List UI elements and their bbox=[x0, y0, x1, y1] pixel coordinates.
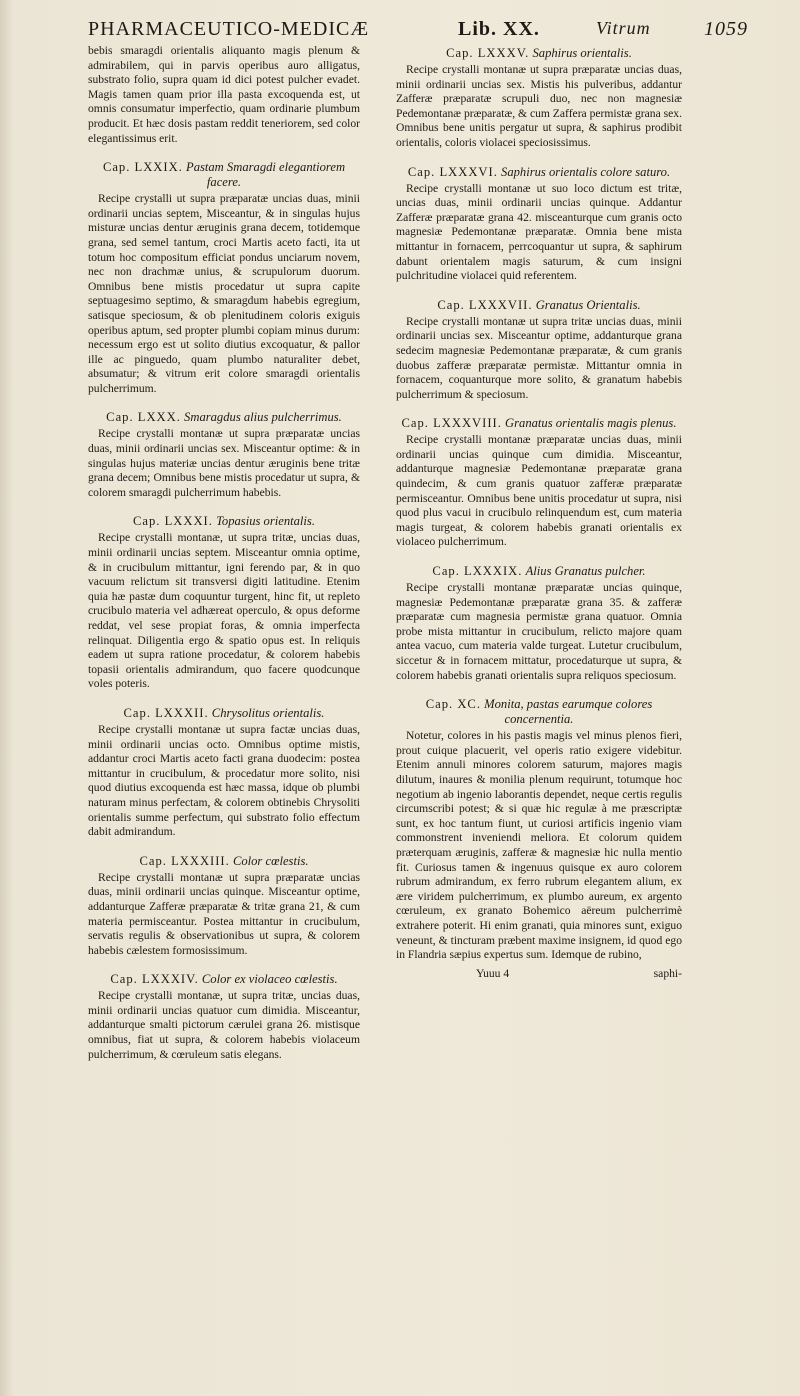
chapter-text: Recipe crystalli montanæ ut supra præparatæ uncias duas, minii ordinarii uncias quinque. Misceantur optime, addanturque Zafferæ præparatæ & tritæ grana 21, & cum materia permisceantur. Postea mittantur in crucibulum, servatis regulis & observationibus ut supra, & colorem habebis cælestem formosissimum. bbox=[88, 870, 360, 957]
chapter-number: Cap. LXXXVII. bbox=[437, 297, 533, 312]
chapter-heading bbox=[88, 854, 360, 869]
chapter-title: Granatus orientalis magis plenus. bbox=[505, 416, 677, 431]
chapter-heading bbox=[396, 298, 682, 313]
chapter-number: Cap. LXXXIII. bbox=[139, 853, 230, 868]
chapter-title: Topasius orientalis. bbox=[216, 514, 315, 529]
chapter-number: Cap. LXXIX. bbox=[102, 160, 183, 175]
chapter-heading bbox=[396, 46, 682, 61]
chapter-number: Cap. LXXXVI. bbox=[407, 164, 498, 179]
running-title: PHARMACEUTICO-MEDICÆ bbox=[88, 18, 370, 40]
chapter-heading bbox=[88, 706, 360, 721]
right-column bbox=[396, 44, 682, 981]
chapter-title: Monita, pastas earumque colores concernentia. bbox=[484, 697, 653, 727]
chapter-title: Color ex violaceo cœlestis. bbox=[201, 972, 338, 987]
page-number: 1059 bbox=[704, 18, 748, 40]
chapter-text: Recipe crystalli montanæ ut supra factæ uncias duas, minii ordinarii uncias octo. Omnibus optime mistis, addantur croci Martis aceto facti grana duodecim: postea mittantur in crucibulum, & procedatur more solito, nisi quod diutius excoquenda est hæc massa, idque ob plumbi naturam minus perfectam, & colorem obtinebis Chrysoliti orientalis summe perfectum, qui substrato folio effectum dabit admirandum. bbox=[88, 722, 360, 839]
chapter-text: Recipe crystalli montanæ, ut supra tritæ, uncias duas, minii ordinarii uncias quatuor cum dimidia. Misceantur, addanturque smalti pictorum cærulei grana 26. mistisque omnibus, fiat ut supra, & colorem habebis violaceum pulcherrimum, & cœruleum satis elegans. bbox=[88, 989, 360, 1061]
signature-mark: Yuuu 4 bbox=[476, 966, 510, 980]
chapter-title: Smaragdus alius pulcherrimus. bbox=[184, 410, 342, 425]
chapter-text: Recipe crystalli montanæ, ut supra tritæ, uncias duas, minii ordinarii uncias septem. Misceantur omnia optime, & in crucibulum mittantur, igni ferendo par, & in quo vacuum relictum sit transversi digiti latitudine. Etenim quia hæ pastæ dum coquuntur turgent, hinc fit, ut repleto crucibulo materia vel adhæreat operculo, & opus deforme reddat, vel sese propiat foras, & omnia imperfecta relinquat. Diligentia ergo & spatio opus est. In reliquis eadem ut supra ratione procedatur, & colorem habebis topasii orientalis admirandum, quo facere quodcunque voles poteris. bbox=[88, 531, 360, 691]
chapter-title: Chrysolitus orientalis. bbox=[211, 705, 325, 720]
chapter-number: Cap. LXXXII. bbox=[123, 705, 209, 720]
chapter-title: Color cœlestis. bbox=[232, 853, 309, 868]
chapter-text: Recipe crystalli montanæ ut supra tritæ uncias duas, minii ordinarii uncias sex. Misceantur optime, addanturque grana sedecim magnesiæ Pedemontanæ præparatæ, & cum granis duobus zafferæ præparatæ permistæ. Mittantur omnia in fornacem, coquanturque more solito, & granatum habebis pulcherrimum & speciosum. bbox=[396, 314, 682, 401]
chapter-number: Cap. LXXXIV. bbox=[110, 972, 199, 987]
chapter-title: Saphirus orientalis. bbox=[532, 46, 632, 60]
running-header bbox=[88, 14, 768, 44]
chapter-text: Notetur, colores in his pastis magis vel minus plenos fieri, prout cuique placuerit, vel operis ratio exigere videbitur. Etenim annuli minores colorem saturum, majores magis dilutum, inaures & monilia plenum requirunt, totumque hoc negotium ab ingenio laborantis dependet, neque certis regulis circumscribi potest; & si quæ hic regulæ à me præscriptæ sunt, ex hoc tantum fiunt, ut curiosi artificis ingenio viam commonstrent inveniendi meliora. Et colorum quidem præterquam æruginis, zafferæ & magnesiæ hic nulla mentio fit. Curiosus tamen & ingenuus quisque ex auro colorem rubrum admirandum, ex ferro rubrum elegantem alium, ex ære viridem pulcherrimum, ex plumbo aureum, ex argento cœruleum, ex granato Bohemico aëreum pulcherrimè extrahere poterit. Hi enim granati, quia minores sunt, exiguo veneunt, & tincturam præbent maxime insignem, id quod ego in Flandria sæpius expertus sum. Idemque de rubino, bbox=[396, 729, 682, 962]
chapter-text: Recipe crystalli montanæ ut supra præparatæ uncias duas, minii ordinarii uncias sex. Misceantur optime: & in singulas hujus materiæ uncias dentur æruginis bene tritæ grana decem; Omnibus bene mistis procedatur ut supra, & colorem smaragdi pulcherrimum habebis. bbox=[88, 427, 360, 499]
chapter-heading bbox=[88, 972, 360, 987]
chapter-text: Recipe crystalli montanæ ut supra præparatæ uncias duas, minii ordinarii uncias sex. Mistis his pulveribus, addantur Zafferæ præparatæ scrupuli duo, nec non magnesiæ Pedemontanæ præparatæ, & cum Zaffera permistæ grana sex. Omnibus bene unitis pergatur ut supra, & saphirus prodibit orientalis, coloris violacei speciosissimus. bbox=[396, 63, 683, 149]
chapter-number: Cap. LXXXIX. bbox=[432, 564, 523, 579]
intro-paragraph: bebis smaragdi orientalis aliquanto magis plenum & admirabilem, qui in parvis operibus auro alligatus, substrato folio, supra quam id dici potest pulcher evadet. Magis tamen quam prior illa pasta excoquenda est, ut omnis consumatur imperfectio, quam ordinarie plumbum producit. Et hæc dosis pastam reddit teneriorem, sed color elegantissimus erit. bbox=[88, 44, 360, 145]
chapter-text: Recipe crystalli montanæ præparatæ uncias quinque, magnesiæ Pedemontanæ præparatæ grana 35. & zafferæ præparatæ cum magnesia permistæ grana quatuor. Omnia probe mista mittantur in crucibulum, relicto majore quam antea vacuo, cum materia valde turgeat. Lutetur crucibulum, siccetur & in fornacem mittatur, procedaturque ut supra, & colorem habebis granati orientalis supra reliquos speciosum. bbox=[396, 581, 682, 682]
catchword: saphi- bbox=[653, 966, 682, 980]
chapter-title: Saphirus orientalis colore saturo. bbox=[501, 164, 671, 179]
chapter-text: Recipe crystalli montanæ ut suo loco dictum est tritæ, uncias duas, minii ordinarii uncias quinque. Addantur Zafferæ præparatæ grana 42. misceanturque cum granis octo magnesiæ Pedemontanæ præparatæ. Omnia bene mista mittantur in fornacem, perrcoquantur ut supra, & saphirum dabunt orientalem magis saturum, & cum insigni pulchritudine violacei quid referentem. bbox=[396, 181, 682, 283]
chapter-heading bbox=[396, 165, 682, 180]
chapter-heading bbox=[88, 410, 360, 425]
chapter-number: Cap. LXXXI. bbox=[133, 514, 213, 529]
chapter-number: Cap. LXXXVIII. bbox=[401, 416, 502, 431]
chapter-heading bbox=[396, 564, 682, 579]
chapter-title: Granatus Orientalis. bbox=[535, 297, 641, 312]
chapter-heading bbox=[88, 514, 360, 529]
chapter-heading bbox=[396, 416, 682, 431]
page-footer bbox=[396, 967, 682, 982]
chapter-title: Pastam Smaragdi elegantiorem facere. bbox=[186, 160, 346, 190]
book-number: Lib. XX. bbox=[458, 18, 540, 40]
chapter-text: Recipe crystalli montanæ præparatæ uncias duas, minii ordinarii uncias quinque cum dimidia. Misceantur, addanturque magnesiæ Pedemontanæ præparatæ grana quindecim, & cum granis quatuor zafferæ præparatæ permisceantur. Omnibus bene unitis procedatur ut supra, nisi quod plus vacui in crucibulo relinquendum est, cum materia magis turgeat, & colorem habebis granati orientalis ex violaceo pulcherrimum. bbox=[396, 433, 682, 549]
left-column bbox=[88, 44, 360, 1062]
chapter-heading bbox=[88, 160, 360, 190]
chapter-number: Cap. LXXXV. bbox=[446, 46, 530, 60]
chapter-title: Alius Granatus pulcher. bbox=[525, 564, 646, 579]
section-title: Vitrum bbox=[596, 18, 651, 38]
chapter-heading bbox=[396, 697, 682, 727]
chapter-number: Cap. LXXX. bbox=[106, 410, 181, 425]
chapter-text: Recipe crystalli ut supra præparatæ uncias duas, minii ordinarii uncias septem, Misceantur, & in singulas hujus misturæ uncias dentur æruginis grana decem, totidemque grana, sed semel tantum, croci Martis aceto facti, ita ut totum hoc compositum efficiat pondus unciarum novem, nec non drachmæ unius, & scrupulorum duorum. Omnibus bene mistis procedatur ut supra capite septuagesimo septimo, & smaragdum habebis egregium, satisque speciosum, & ob plenitudinem coloris exiguis operibus aptum, sed propter plumbi copiam minus durum: necessum ergo est ut solito diutius excoquatur, & pallor ille ac pinguedo, quam plumbo naturaliter debet, absumatur; & vitrum erit colore smaragdi orientalis pulcherrimum. bbox=[88, 192, 360, 395]
chapter-number: Cap. XC. bbox=[425, 697, 481, 712]
